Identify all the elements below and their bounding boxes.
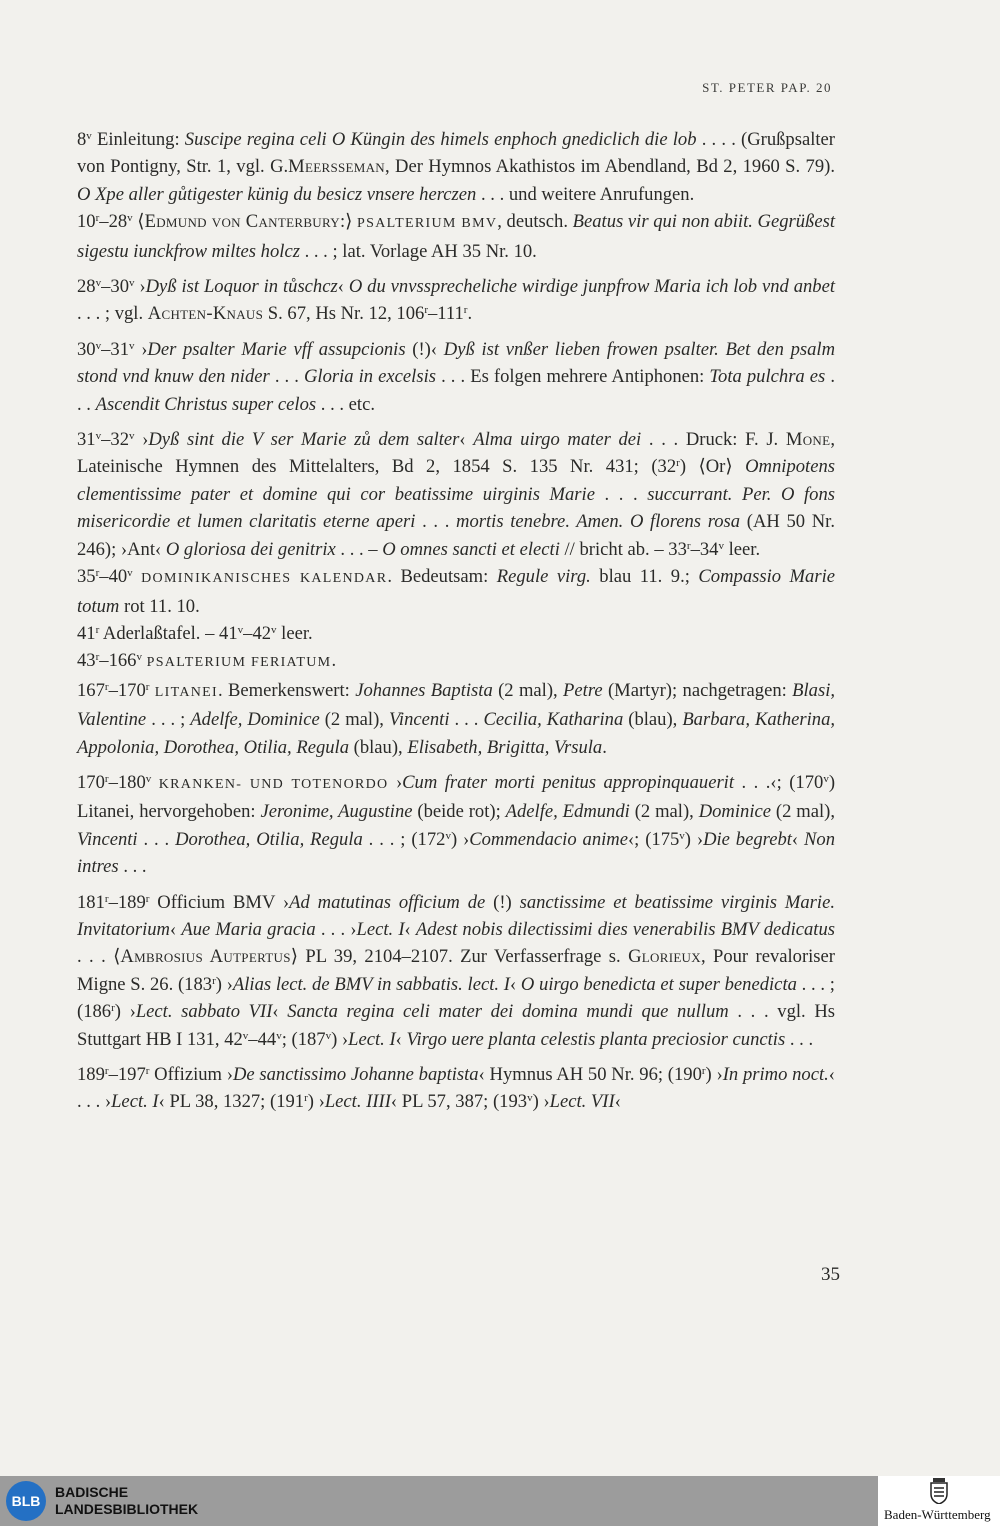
- quoted-text: Gloria in excelsis: [303, 366, 436, 388]
- folio-side-marker: r: [104, 1065, 109, 1077]
- entry-text: . . . ;: [146, 709, 191, 731]
- folio-side-marker: r: [676, 457, 680, 470]
- entry-text: 10: [77, 211, 96, 233]
- quoted-text: Dorothea, Otilia, Regula: [175, 828, 363, 850]
- folio-side-marker: r: [145, 892, 150, 905]
- quoted-text: Vincenti: [388, 709, 450, 731]
- entry-text: ‹ PL 38, 1327; (191: [158, 1091, 305, 1113]
- entry-text: (blau),: [349, 736, 408, 758]
- folio-side-marker: v: [823, 772, 829, 785]
- section-title: PSALTERIUM BMV: [357, 216, 498, 232]
- folio-side-marker: r: [424, 304, 428, 317]
- entry-text: ‹: [272, 1001, 288, 1023]
- entry-text: ) ›: [450, 828, 470, 850]
- quoted-text: O du vnvssprecheliche wirdige junpfrow Maria ich lob vnd anbet: [348, 276, 836, 298]
- entry-text: ) ›: [307, 1091, 325, 1113]
- folio-side-marker: r: [104, 772, 109, 785]
- entry-text: 35: [77, 566, 96, 588]
- entry-text: . . . vgl. Hs Stuttgart HB I 131, 42: [77, 1001, 836, 1050]
- folio-side-marker: v: [325, 1029, 332, 1042]
- entry-text: . . . –: [335, 538, 383, 560]
- catalogue-entry: [77, 1061, 835, 1116]
- entry-text: (Martyr); nachgetragen:: [602, 679, 793, 701]
- entry-text: . . . ; (172: [362, 828, 446, 850]
- section-title: KRANKEN- UND TOTENORDO: [158, 776, 389, 792]
- text-body: [77, 126, 835, 1124]
- quoted-text: Dyß ist vnßer lieben frowen psalter. Bet den psalm stond vnd knuw den nider: [77, 338, 835, 388]
- entry-text: (beide rot);: [412, 801, 506, 823]
- quoted-text: Lect. I: [356, 918, 405, 940]
- entry-text: –31: [101, 338, 129, 360]
- folio-side-marker: v: [242, 1029, 249, 1042]
- entry-text: 43: [77, 650, 96, 672]
- entry-text: . . . und weitere Anrufungen.: [476, 183, 695, 205]
- folio-side-marker: r: [104, 680, 109, 693]
- entry-text: Einleitung:: [91, 129, 185, 150]
- entry-text: 30: [77, 338, 96, 360]
- quoted-text: Adelfe, Edmundi: [505, 801, 630, 823]
- entry-text: ‹: [169, 918, 182, 940]
- entry-text: . Bemerkenswert:: [217, 679, 356, 701]
- entry-text: ⟨: [132, 211, 145, 233]
- entry-text: . . . Druck: F. J.: [641, 429, 786, 451]
- entry-text: 41: [77, 622, 96, 644]
- entry-text: . . .: [415, 511, 457, 533]
- quoted-text: O Xpe aller gůtigester künig du besicz vnsere herczen: [77, 183, 477, 205]
- entry-text: . . .: [594, 483, 648, 505]
- folio-side-marker: v: [276, 1029, 282, 1042]
- folio-side-marker: v: [127, 212, 133, 225]
- quoted-text: Commendacio anime: [469, 828, 628, 850]
- entry-text: S. 67, Hs Nr. 12, 106: [263, 303, 425, 325]
- entry-text: , Pour revaloriser Migne S. 26. (183: [77, 946, 835, 995]
- catalogue-entry: [77, 769, 835, 881]
- entry-text: .: [467, 303, 473, 325]
- folio-side-marker: v: [679, 829, 685, 842]
- quoted-text: Omnipotens clementissime pater et domine qui cor beatissime uirginis Marie: [77, 456, 835, 505]
- entry-text: ›: [134, 338, 148, 360]
- entry-text: . . . etc.: [316, 393, 375, 415]
- folio-side-marker: r: [95, 623, 100, 636]
- quoted-text: Beatus vir qui non abiit. Gegrüßest sigestu iunckfrow miltes holcz: [77, 211, 835, 262]
- quoted-text: Lect. sabbato VII: [135, 1001, 273, 1023]
- quoted-text: Sancta regina celi mater dei domina mundi que nullum: [287, 1001, 729, 1023]
- folio-side-marker: v: [527, 1092, 533, 1105]
- entry-text: ‹ PL 57, 387; (193: [390, 1091, 528, 1113]
- entry-text: –28: [99, 211, 128, 233]
- entry-text: 28: [77, 276, 96, 298]
- quoted-text: Petre: [563, 679, 603, 701]
- state-logo[interactable]: [878, 1476, 1000, 1526]
- entry-text: [133, 566, 141, 587]
- library-name-line2: LANDESBIBLIOTHEK: [55, 1501, 199, 1517]
- quoted-text: Virgo uere planta celestis planta preciosior cunctis: [406, 1028, 786, 1050]
- folio-side-marker: r: [701, 1065, 706, 1077]
- folio-side-marker: r: [95, 212, 100, 225]
- entry-text: . . .: [269, 366, 304, 388]
- folio-side-marker: v: [136, 651, 142, 664]
- coat-of-arms-icon: [930, 1478, 948, 1504]
- entry-text: –44: [248, 1028, 277, 1050]
- entry-text: . . .: [785, 1028, 814, 1050]
- entry-text: ‹: [614, 1091, 621, 1113]
- quoted-text: Lect. VII: [549, 1091, 615, 1113]
- catalogue-entry: [77, 889, 835, 1053]
- entry-text: (!): [485, 891, 520, 913]
- entry-text: , deutsch.: [497, 211, 573, 233]
- quoted-text: Cecilia, Katharina: [483, 709, 624, 731]
- folio-side-marker: r: [95, 651, 100, 664]
- entry-text: –30: [101, 276, 129, 298]
- entry-text: ‹; (175: [627, 828, 680, 850]
- catalogue-entry: [77, 126, 835, 208]
- quoted-text: mortis tenebre. Amen. O florens rosa: [456, 511, 741, 533]
- entry-text: [151, 772, 158, 793]
- folio-side-marker: r: [686, 539, 691, 552]
- running-head: ST. PETER PAP. 20: [702, 80, 832, 95]
- section-title: DOMINIKANISCHES KALENDAR: [141, 571, 388, 587]
- entry-text: ‹: [459, 429, 474, 451]
- entry-text: . . . ⟨: [77, 946, 121, 968]
- quoted-text: Dominice: [698, 801, 771, 823]
- folio-side-marker: r: [304, 1092, 308, 1105]
- catalogue-entry: [77, 426, 835, 563]
- section-title: PSALTERIUM FERIATUM: [146, 655, 332, 671]
- quoted-text: Die begrebt: [703, 828, 792, 850]
- folio-side-marker: r: [111, 1002, 115, 1015]
- entry-text: ›: [134, 276, 146, 298]
- entry-text: 8: [77, 129, 87, 150]
- entry-text: . . . ; vgl.: [77, 303, 148, 325]
- quoted-text: Compassio Marie totum: [77, 566, 835, 617]
- folio-side-marker: v: [95, 430, 102, 443]
- quoted-text: Non intres: [77, 828, 836, 878]
- entry-text: .: [602, 736, 607, 758]
- quoted-text: Adest nobis dilectissimi dies venerabilis BMV dedicatus: [415, 918, 835, 940]
- entry-text: –42: [243, 622, 272, 644]
- entry-text: . . . Es folgen mehrere Antiphonen:: [436, 366, 710, 388]
- state-name: Baden-Württemberg: [884, 1507, 991, 1522]
- entry-text: 31: [77, 429, 96, 451]
- author-name: Edmund von Canterbury: [144, 211, 340, 233]
- folio-side-marker: v: [128, 430, 135, 443]
- quoted-text: O gloriosa dei genitrix: [165, 538, 336, 560]
- quoted-text: O omnes sancti et electi: [382, 538, 560, 560]
- quoted-text: De sanctissimo Johanne baptista: [232, 1064, 479, 1085]
- entry-text: ) ›: [114, 1001, 136, 1023]
- entry-text: –197: [108, 1064, 146, 1085]
- quoted-text: Johannes Baptista: [355, 679, 493, 701]
- entry-text: . Bedeutsam:: [387, 566, 497, 588]
- entry-text: 189: [77, 1064, 105, 1085]
- entry-text: . . .: [449, 709, 484, 731]
- folio-side-marker: v: [271, 623, 277, 636]
- entry-text: –34: [690, 538, 719, 560]
- entry-text: leer.: [723, 538, 761, 560]
- entry-text: 181: [77, 891, 105, 913]
- entry-text: –32: [101, 429, 129, 451]
- entry-text: ‹: [791, 828, 805, 850]
- entry-text: ›: [388, 771, 403, 793]
- entry-text: (2 mal),: [319, 709, 389, 731]
- folio-side-marker: v: [718, 539, 724, 552]
- entry-text: (2 mal),: [629, 801, 699, 823]
- entry-text: , Der Hymnos Akathistos im Abendland, Bd 2, 1960 S. 79).: [385, 156, 835, 178]
- catalogue-entry: [77, 563, 835, 620]
- quoted-text: Lect. I: [111, 1091, 159, 1113]
- folio-side-marker: r: [104, 892, 109, 905]
- folio-side-marker: r: [145, 1065, 150, 1077]
- entry-text: ) ›: [705, 1064, 723, 1085]
- entry-text: (blau),: [623, 709, 683, 731]
- footer-bar: [0, 1476, 1000, 1526]
- quoted-text: Cum frater morti penitus appropinquauerit: [402, 771, 735, 793]
- quoted-text: Jeronime, Augustine: [260, 801, 413, 823]
- entry-text: 170: [77, 771, 105, 793]
- section-title: LITANEI: [154, 684, 218, 700]
- entry-text: ) ›: [331, 1028, 349, 1050]
- entry-text: –111: [427, 303, 464, 325]
- entry-text: , Lateinische Hymnen des Mittelalters, Bd 2, 1854 S. 135 Nr. 431; (32: [77, 429, 835, 478]
- folio-side-marker: r: [95, 567, 100, 580]
- quoted-text: succurrant. Per. O fons misericordie et lumen claritatis eterne aperi: [77, 483, 835, 533]
- quoted-text: In primo noct.: [722, 1064, 829, 1085]
- entry-text: ‹: [509, 973, 521, 995]
- entry-text: ›: [134, 429, 149, 451]
- blb-logo-icon[interactable]: BLB: [6, 1481, 46, 1521]
- folio-side-marker: v: [86, 130, 92, 142]
- entry-text: (AH 50 Nr. 246); ›Ant‹: [77, 511, 835, 560]
- entry-text: ; (187: [281, 1028, 326, 1050]
- entry-text: –180: [108, 771, 146, 793]
- entry-text: 167: [77, 679, 105, 701]
- quoted-text: Ad matutinas officium de: [289, 891, 486, 913]
- entry-text: –166: [99, 650, 137, 672]
- quoted-text: Blasi, Valentine: [77, 679, 836, 731]
- entry-text: ‹: [404, 918, 416, 940]
- folio-side-marker: v: [128, 277, 135, 290]
- entry-text: :⟩: [339, 211, 358, 233]
- entry-text: ) Litanei, hervorgehoben:: [77, 771, 836, 823]
- quoted-text: Tota pulchra es: [709, 366, 826, 388]
- entry-text: (2 mal),: [492, 679, 564, 701]
- entry-text: ) ›: [532, 1091, 550, 1113]
- entry-text: blau 11. 9.;: [590, 566, 699, 588]
- folio-side-marker: v: [237, 623, 244, 636]
- quoted-text: O uirgo benedicta et super benedicta: [520, 973, 797, 995]
- entry-text: ‹: [395, 1028, 407, 1050]
- entry-text: ⟩ PL 39, 2104–2107. Zur Verfasserfrage s.: [290, 946, 629, 968]
- quoted-text: Barbara, Katherina, Appolonia, Dorothea, Otilia, Regula: [77, 709, 836, 758]
- entry-text: . . . ›: [315, 918, 357, 940]
- folio-side-marker: r: [145, 680, 150, 693]
- folio-side-marker: v: [145, 772, 152, 785]
- catalogue-entry: [77, 208, 835, 265]
- folio-side-marker: r: [212, 974, 216, 987]
- entry-text: ‹ Hymnus AH 50 Nr. 96; (190: [478, 1064, 702, 1085]
- library-name[interactable]: [55, 1484, 198, 1518]
- library-name-line1: BADISCHE: [55, 1484, 129, 1500]
- quoted-text: Dyß sint die V ser Marie zů dem salter: [148, 429, 460, 451]
- entry-text: ) ⟨Or⟩: [679, 456, 746, 478]
- entry-text: . . .: [77, 366, 835, 415]
- catalogue-entry: [77, 647, 835, 676]
- entry-text: –40: [99, 566, 128, 588]
- entry-text: Offizium ›: [149, 1064, 233, 1085]
- author-name: Glorieux: [628, 946, 701, 968]
- author-name: Mone: [785, 429, 831, 451]
- quoted-text: Dyß ist Loquor in tůschcz: [145, 276, 338, 298]
- entry-text: ) ›: [215, 973, 233, 995]
- quoted-text: Ascendit Christus super celos: [95, 393, 317, 415]
- quoted-text: Vincenti: [77, 828, 138, 850]
- quoted-text: Der psalter Marie vff assupcionis: [147, 338, 406, 360]
- quoted-text: Alma uirgo mater dei: [473, 429, 642, 451]
- author-name: Ambrosius Autpertus: [120, 946, 291, 968]
- quoted-text: Regule virg.: [496, 566, 591, 588]
- entry-text: . . . . (Grußpsalter von Pontigny, Str. 1, vgl. G.: [77, 129, 835, 178]
- quoted-text: Suscipe regina celi O Küngin des himels enphoch gnediclich die lob: [184, 129, 697, 150]
- entry-text: . . .: [137, 828, 176, 850]
- entry-text: // bricht ab. – 33: [559, 538, 687, 560]
- entry-text: ) ›: [684, 828, 704, 850]
- catalogue-entry: [77, 336, 835, 418]
- folio-side-marker: v: [95, 339, 102, 352]
- entry-text: (2 mal),: [771, 801, 835, 823]
- folio-side-marker: v: [127, 567, 133, 580]
- entry-text: –189: [108, 891, 146, 913]
- folio-side-marker: v: [445, 829, 451, 842]
- folio-side-marker: r: [463, 304, 468, 317]
- catalogue-entry: [77, 677, 835, 761]
- entry-text: ‹ . . . ›: [77, 1064, 835, 1113]
- catalogue-entry: [77, 273, 835, 328]
- entry-text: –170: [108, 679, 146, 701]
- entry-text: . . .: [118, 856, 147, 878]
- entry-text: . . . ; (186: [77, 973, 835, 1023]
- quoted-text: Elisabeth, Brigitta, Vrsula: [407, 736, 603, 758]
- folio-side-marker: v: [128, 339, 135, 352]
- entry-text: . . .‹; (170: [734, 771, 824, 793]
- quoted-text: sanctissime et beatissime virginis Marie. Invitatorium: [77, 891, 835, 940]
- entry-text: . . . ; lat. Vorlage AH 35 Nr. 10.: [299, 240, 537, 262]
- entry-text: leer.: [276, 622, 313, 644]
- quoted-text: Alias lect. de BMV in sabbatis. lect. I: [232, 973, 510, 995]
- quoted-text: Lect. IIII: [324, 1091, 391, 1113]
- quoted-text: Aue Maria gracia: [181, 918, 316, 940]
- folio-side-marker: v: [95, 277, 102, 290]
- entry-text: Officium BMV ›: [149, 891, 290, 913]
- author-name: Achten-Knaus: [147, 303, 264, 325]
- entry-text: (!)‹: [405, 338, 444, 360]
- quoted-text: Lect. I: [348, 1028, 396, 1050]
- entry-text: ‹: [337, 276, 349, 298]
- catalogue-entry: [77, 620, 835, 647]
- author-name: Meersseman: [288, 156, 385, 178]
- page-number: 35: [821, 1264, 840, 1285]
- entry-text: Aderlaßtafel. – 41: [99, 622, 238, 644]
- entry-text: .: [331, 650, 337, 672]
- entry-text: rot 11. 10.: [119, 595, 200, 617]
- quoted-text: Adelfe, Dominice: [190, 709, 320, 731]
